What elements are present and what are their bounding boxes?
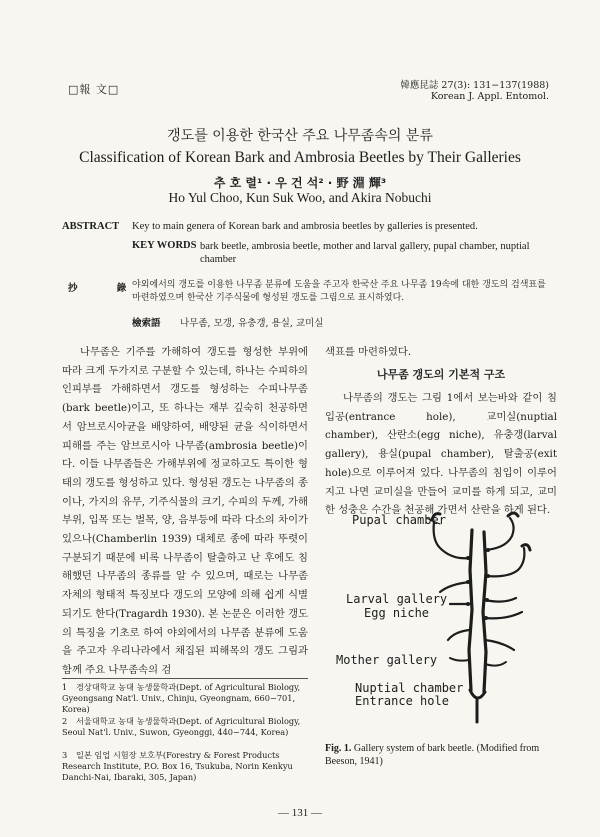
journal-line-1: 韓應昆誌 27(3): 131−137(1988) xyxy=(400,80,549,91)
abstract-label: ABSTRACT xyxy=(62,221,120,232)
keywords-text: bark beetle, ambrosia beetle, mother and larval gallery, pupal chamber, nuptial chamber xyxy=(200,241,530,265)
label-nuptial-chamber: Nuptial chamber xyxy=(355,681,464,695)
figure-caption xyxy=(325,743,557,768)
label-egg-niche: Egg niche xyxy=(364,606,430,620)
label-entrance-hole: Entrance hole xyxy=(355,694,449,708)
egg-niche xyxy=(466,556,470,560)
egg-niche xyxy=(466,580,470,584)
korean-keywords-label: 檢索語 xyxy=(132,318,161,329)
egg-niche xyxy=(466,602,470,606)
section-label: □報 文□ xyxy=(68,83,120,96)
larval-gallery xyxy=(484,612,522,618)
egg-niche xyxy=(485,598,489,602)
body-paragraph: 나무좀은 기주를 가해하여 갱도를 형성한 부위에 따라 크게 두가지로 구분할 수 있는데, 하나는 수피하의 인피부를 가해하면서 갱도를 형성하는 수피나무좀(bark beetle)이고, 또 하나는 재부 깊숙히 천공하면서 암브로시아균을 배양하여, 배양된 균을 식이하면서 피해를 주는 암브로시아 나무좀(ambrosia beetle)이다. 이들 나무좀들은 가해부위에 정교하고도 특이한 형태의 갱도를 형성하고 있다. 형성된 갱도는 나무좀의 종이나, 가지의 유무, 기주식물의 크기, 수피의 두께, 가해부위, 입목 또는 벌목, 양, 음부등에 따라 다소의 차이가 있으나(Chamberlin 1939) 대체로 종에 따라 뚜렷이 구분되기 때문에 비록 나무좀이 탈출하고 난 후에도 침해했던 나무좀의 종류를 알 수 있으며, 때로는 나무좀 자체의 형태적 특징보다 갱도의 모양에 의해 쉽게 식별되기도 한다(Tragardh 1930). 본 논문은 이러한 갱도의 특징을 기초로 하여 야외에서의 나무좀 분류에 도움을 주고자 우리나라에서 채집된 피해목의 갱도 그림과 함께 주요 나무좀속의 검 xyxy=(62,346,308,676)
larval-gallery xyxy=(486,548,524,576)
body-left-column xyxy=(62,343,308,680)
authors-english: Ho Yul Choo, Kun Suk Woo, and Akira Nobuchi xyxy=(168,190,432,205)
mother-gallery-lower xyxy=(483,532,486,692)
footnote-number: 3 xyxy=(62,750,68,760)
larval-gallery xyxy=(486,518,514,550)
figure-caption-label: Fig. 1. xyxy=(325,743,352,754)
korean-keywords-text: 나무좀, 모갱, 유충갱, 용실, 교미실 xyxy=(180,318,324,329)
label-pupal-chamber: Pupal chamber xyxy=(352,513,446,527)
journal-citation xyxy=(400,80,549,102)
footnote-number: 1 xyxy=(62,682,68,692)
egg-niche xyxy=(486,574,490,578)
korean-abstract-label: 抄 錄 xyxy=(68,283,145,294)
keywords-label: KEY WORDS xyxy=(132,240,197,251)
footnote-divider xyxy=(62,678,308,679)
footnote-text: 경상대학교 농대 농생물학과(Dept. of Agricultural Biology, Gyeongsang Nat'l. Univ., Chinju, Gyeongnam, 660−701, Korea) xyxy=(62,682,301,714)
label-larval-gallery: Larval gallery xyxy=(346,592,448,606)
larval-gallery xyxy=(434,522,470,558)
egg-niche xyxy=(486,548,490,552)
footnote-text: 일본 임업 시험장 보호부(Forestry & Forest Products Research Institute, P.O. Box 16, Tsukuba, Norin Kenkyu Danchi-Nai, Ibaraki, 305, Japan) xyxy=(62,750,293,782)
footnote-number: 2 xyxy=(62,716,68,726)
footnote-3 xyxy=(62,750,308,782)
page-number: — 131 — xyxy=(278,807,322,819)
journal-line-2: Korean J. Appl. Entomol. xyxy=(430,91,549,102)
label-mother-gallery: Mother gallery xyxy=(336,653,438,667)
larval-gallery xyxy=(440,582,470,592)
mother-gallery-upper xyxy=(469,530,472,690)
title-english: Classification of Korean Bark and Ambrosia Beetles by Their Galleries xyxy=(79,149,521,166)
body-right-continuation: 색표를 마련하였다. xyxy=(325,346,412,358)
korean-abstract-text: 야외에서의 갱도를 이용한 나무좀 분류에 도움을 주고자 한국산 주요 나무좀 19속에 대한 갱도의 검색표를 마련하였으며 한국산 기주식물에 형성된 갱도를 그림으로 표시하였다. xyxy=(132,280,546,303)
authors-korean: 추 호 렬¹ · 우 건 석² · 野 淵 輝³ xyxy=(213,176,387,190)
larval-gallery xyxy=(485,640,514,650)
footnote-1 xyxy=(62,682,308,714)
figure-caption-text: Gallery system of bark beetle. (Modified from Beeson, 1941) xyxy=(325,743,540,767)
abstract-text: Key to main genera of Korean bark and ambrosia beetles by galleries is presented. xyxy=(132,221,478,232)
larval-gallery xyxy=(485,662,506,666)
egg-niche xyxy=(484,616,488,620)
larval-gallery xyxy=(448,630,469,640)
pupal-chamber xyxy=(508,513,518,516)
footnote-2 xyxy=(62,716,308,738)
section-heading: 나무좀 갱도의 기본적 구조 xyxy=(376,368,506,381)
footnote-text: 서울대학교 농대 농생물학과(Dept. of Agricultural Biology, Seoul Nat'l. Univ., Suwon, Gyeonggi, 440−744, Korea) xyxy=(62,716,301,737)
body-paragraph: 나무좀의 갱도는 그림 1에서 보는바와 같이 침입공(entrance hole), 교미실(nuptial chamber), 산란소(egg niche), 유충갱(larval gallery), 용실(pupal chamber), 탈출공(exit hole)으로 이루어져 있다. 나무좀의 침입이 이루어지고 나면 교미실을 만들어 교미를 하게 되고, 교미한 성충은 수간을 천공해 가면서 산란을 하게 된다. xyxy=(325,392,557,517)
larval-gallery xyxy=(485,598,516,602)
larval-gallery xyxy=(450,658,469,661)
title-korean: 갱도를 이용한 한국산 주요 나무좀속의 분류 xyxy=(167,128,433,144)
